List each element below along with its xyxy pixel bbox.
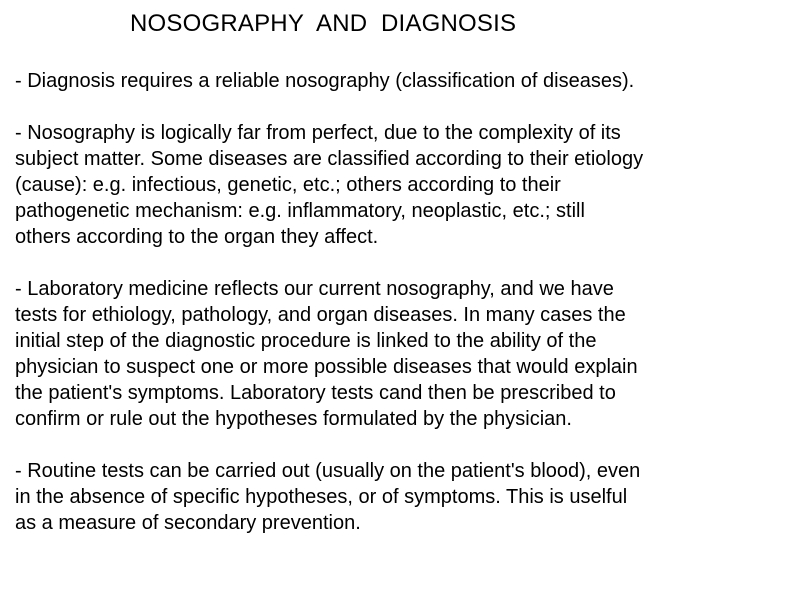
paragraph-laboratory-medicine <box>15 276 790 432</box>
slide-title: NOSOGRAPHY AND DIAGNOSIS <box>130 10 517 37</box>
text-line: as a measure of secondary prevention. <box>15 512 361 534</box>
text-line: (cause): e.g. infectious, genetic, etc.; others according to their <box>15 174 561 196</box>
text-line: others according to the organ they affect. <box>15 226 379 248</box>
paragraph-nosography <box>15 120 790 250</box>
paragraph-routine-tests <box>15 458 790 536</box>
text-line: tests for ethiology, pathology, and organ diseases. In many cases the <box>15 304 626 326</box>
text-line: subject matter. Some diseases are classified according to their etiology <box>15 148 644 170</box>
text-line: - Laboratory medicine reflects our current nosography, and we have <box>15 278 614 300</box>
text-line: pathogenetic mechanism: e.g. inflammatory, neoplastic, etc.; still <box>15 200 585 222</box>
slide-body <box>15 68 790 562</box>
paragraph-diagnosis <box>15 68 790 94</box>
text-line: - Diagnosis requires a reliable nosography (classification of diseases). <box>15 70 635 92</box>
text-line: the patient's symptoms. Laboratory tests cand then be prescribed to <box>15 382 616 404</box>
text-line: confirm or rule out the hypotheses formulated by the physician. <box>15 408 572 430</box>
text-line: initial step of the diagnostic procedure is linked to the ability of the <box>15 330 597 352</box>
text-line: - Nosography is logically far from perfect, due to the complexity of its <box>15 122 621 144</box>
text-line: physician to suspect one or more possible diseases that would explain <box>15 356 638 378</box>
text-line: in the absence of specific hypotheses, or of symptoms. This is uselful <box>15 486 628 508</box>
text-line: - Routine tests can be carried out (usually on the patient's blood), even <box>15 460 641 482</box>
